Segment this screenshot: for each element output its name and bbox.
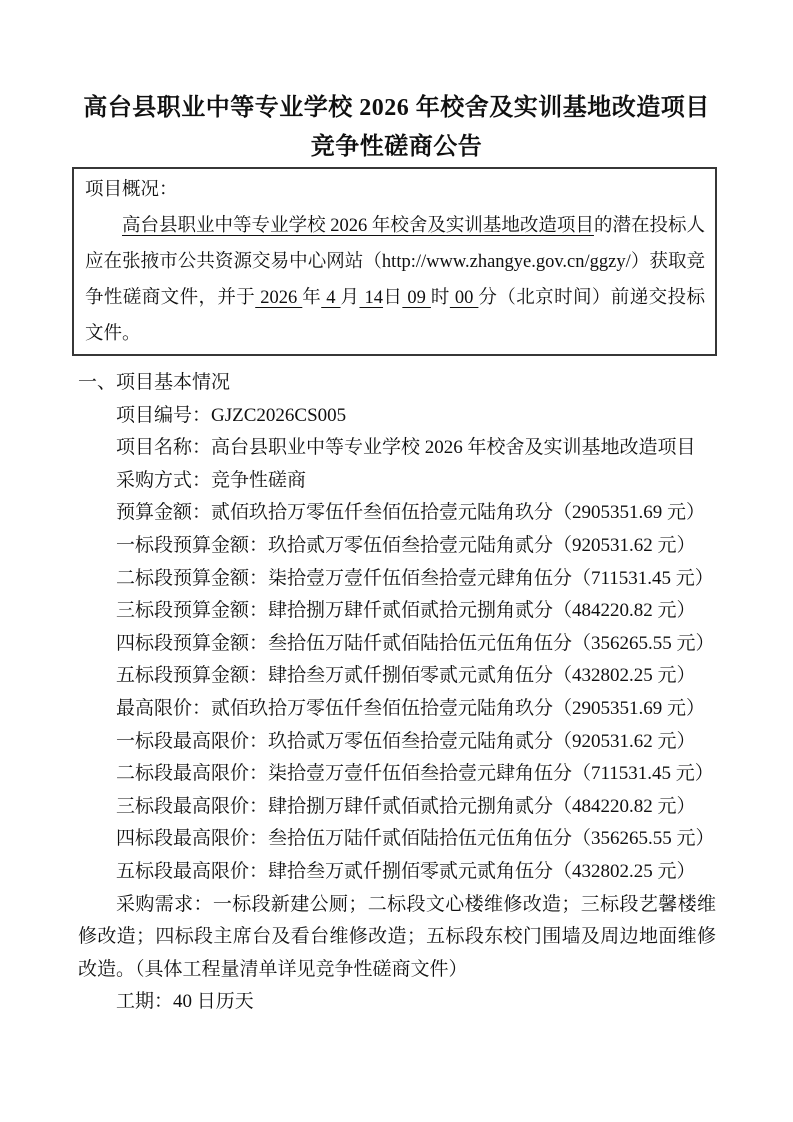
title-line-2: 竞争性磋商公告: [310, 134, 483, 160]
plain-text: 日: [383, 288, 403, 308]
info-line: 二标段预算金额：柒拾壹万壹仟伍佰叁拾壹元肆角伍分（711531.45 元）: [116, 567, 714, 589]
plain-text: 分（北京时间）前递交投标文件。: [85, 288, 705, 344]
overview-label: 项目概况：: [85, 180, 178, 200]
info-line: 四标段预算金额：叁拾伍万陆仟贰佰陆拾伍元伍角伍分（356265.55 元）: [116, 632, 715, 654]
project-overview-box: [72, 167, 717, 356]
document-body: [78, 367, 716, 1019]
underlined-text: 14: [359, 288, 384, 308]
underlined-text: 2026: [255, 288, 303, 308]
info-line: 项目名称：高台县职业中等专业学校 2026 年校舍及实训基地改造项目: [116, 437, 696, 459]
plain-text: 时: [430, 288, 450, 308]
info-line: 一标段最高限价：玖拾贰万零伍佰叁拾壹元陆角贰分（920531.62 元）: [116, 730, 696, 752]
plain-text: 年: [302, 288, 322, 308]
info-line: 三标段预算金额：肆拾捌万肆仟贰佰贰拾元捌角贰分（484220.82 元）: [116, 600, 696, 622]
basic-info-list: [78, 400, 716, 1019]
info-line: 采购方式：竞争性磋商: [116, 469, 307, 491]
info-line: 工期：40 日历天: [116, 991, 254, 1013]
info-line: 一标段预算金额：玖拾贰万零伍佰叁拾壹元陆角贰分（920531.62 元）: [116, 534, 696, 556]
info-line: 二标段最高限价：柒拾壹万壹仟伍佰叁拾壹元肆角伍分（711531.45 元）: [116, 763, 714, 785]
title-line-1: 高台县职业中等专业学校 2026 年校舍及实训基地改造项目: [83, 95, 710, 121]
info-line: 五标段最高限价：肆拾叁万贰仟捌佰零贰元贰角伍分（432802.25 元）: [116, 860, 696, 882]
plain-text: 月: [340, 288, 360, 308]
underlined-text: 00: [449, 288, 479, 308]
info-line: 项目编号：GJZC2026CS005: [116, 404, 347, 426]
info-line: 预算金额：贰佰玖拾万零伍仟叁佰伍拾壹元陆角玖分（2905351.69 元）: [116, 502, 706, 524]
info-line: 三标段最高限价：肆拾捌万肆仟贰佰贰拾元捌角贰分（484220.82 元）: [116, 795, 696, 817]
underlined-text: 09: [402, 288, 431, 308]
info-line: 采购需求：一标段新建公厕；二标段文心楼维修改造；三标段艺馨楼维修改造；四标段主席台及看台维修改造；五标段东校门围墙及周边地面维修改造。（具体工程量清单详见竞争性磋商文件）: [78, 893, 716, 980]
overview-paragraph: [85, 208, 705, 352]
info-line: 五标段预算金额：肆拾叁万贰仟捌佰零贰元贰角伍分（432802.25 元）: [116, 665, 696, 687]
plain-text: 的潜在投标人应在张掖市公共资源交易中心网站（http://www.zhangye.gov.cn/ggzy/）获取竞争性磋商文件，并于: [85, 216, 705, 308]
info-line: 四标段最高限价：叁拾伍万陆仟贰佰陆拾伍元伍角伍分（356265.55 元）: [116, 828, 715, 850]
underlined-text: 4: [321, 288, 341, 308]
info-line: 最高限价：贰佰玖拾万零伍仟叁佰伍拾壹元陆角玖分（2905351.69 元）: [116, 697, 706, 719]
document-title: [0, 89, 793, 167]
section-heading: 一、项目基本情况: [78, 372, 231, 393]
underlined-text: 高台县职业中等专业学校 2026 年校舍及实训基地改造项目: [122, 216, 594, 236]
